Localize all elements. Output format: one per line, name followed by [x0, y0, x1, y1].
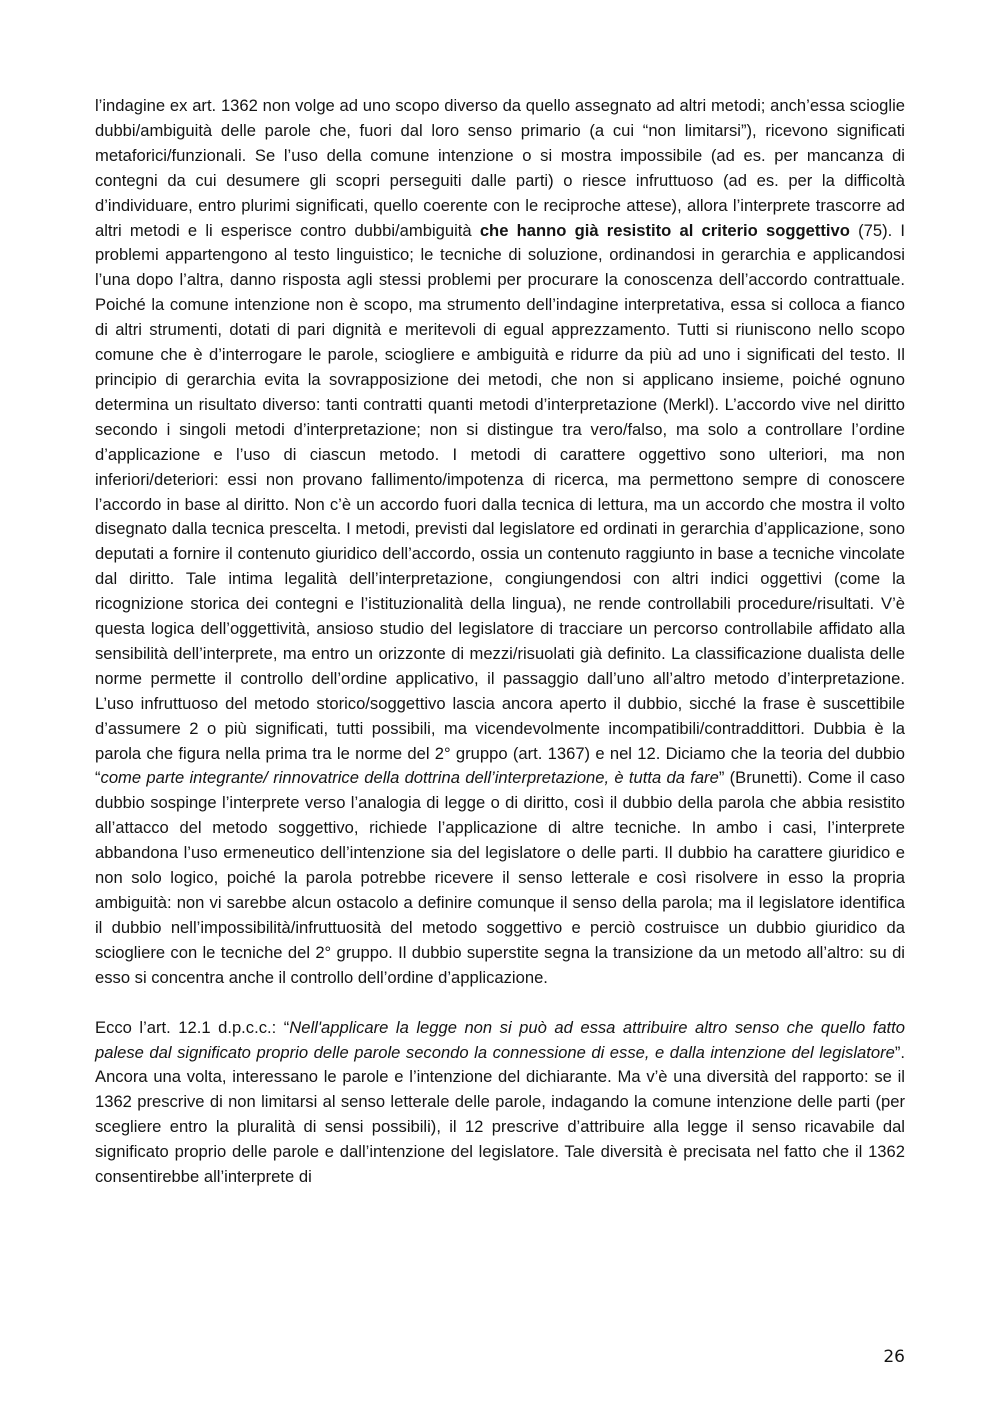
paragraph-1-bold-1: che hanno già resistito al criterio soggettivo	[479, 220, 850, 240]
document-body	[95, 94, 905, 1190]
paragraph-2-text-2: ”. Ancora una volta, interessano le parole e l’intenzione del dichiarante. Ma v’è una diversità del rapporto: se il 1362 prescrive di non limitarsi al senso letterale delle parole, indagando la comune intenzione delle parti (per scegliere entro la pluralità di sensi possibili), il 12 prescrive d’attribuire alla legge il senso ricavabile dal significato proprio delle parole e dall’intenzione del legislatore. Tale diversità è precisata nel fatto che il 1362 consentirebbe all’interprete di	[95, 1042, 905, 1187]
paragraph-2	[95, 1016, 905, 1190]
paragraph-2-italic-1: Nell'applicare la legge non si può ad essa attribuire altro senso che quello fatto palese dal significato proprio delle parole secondo la connessione di esse, e dalla intenzione del legislatore	[95, 1017, 905, 1062]
paragraph-1-italic-1: come parte integrante/ rinnovatrice della dottrina dell’interpretazione, è tutta da fare	[100, 768, 719, 788]
paragraph-1-text-1: l’indagine ex art. 1362 non volge ad uno scopo diverso da quello assegnato ad altri metodi; anch’essa scioglie dubbi/ambiguità delle parole che, fuori dal loro senso primario (a cui “non limitarsi”), ricevono significati metaforici/funzionali. Se l’uso della comune intenzione o si mostra impossibile (ad es. per mancanza di contegni da cui desumere gli scopri perseguiti dalle parti) o riesce infruttuoso (ad es. per la difficoltà d’individuare, entro plurimi significati, quello coerente con le reciproche attese), allora l’interprete trascorre ad altri metodi e li esperisce contro dubbi/ambiguità	[95, 96, 905, 240]
paragraph-1-text-3: ” (Brunetti). Come il caso dubbio sospinge l’interprete verso l’analogia di legge o di diritto, così il dubbio della parola che abbia resistito all’attacco del metodo soggettivo, richiede l’applicazione di altre tecniche. In ambo i casi, l’interprete abbandona l’uso ermeneutico dell’intenzione sia del legislatore o delle parti. Il dubbio ha carattere giuridico e non solo logico, poiché la parola potrebbe ricevere il senso letterale e così risolvere in esso la propria ambiguità: non vi sarebbe alcun ostacolo a definire comunque il senso della parola; ma il legislatore identifica il dubbio nell’impossibilità/infruttuosità del metodo soggettivo e perciò costruisce un dubbio giuridico da sciogliere con le tecniche del 2° gruppo. Il dubbio superstite segna la transizione da un metodo all’altro: su di esso si concentra anche il controllo dell’ordine d’applicazione.	[95, 768, 905, 987]
page-number: 26	[883, 1347, 905, 1367]
paragraph-1	[95, 94, 905, 991]
paragraph-2-text-1: Ecco l’art. 12.1 d.p.c.c.: “	[95, 1017, 290, 1037]
paragraph-1-text-2: (75). I problemi appartengono al testo linguistico; le tecniche di soluzione, ordinandosi in gerarchia e applicandosi l’una dopo l’altra, danno risposta agli stessi problemi per procurare la conoscenza dell’accordo contrattuale. Poiché la comune intenzione non è scopo, ma strumento dell’indagine interpretativa, essa si colloca a fianco di altri strumenti, dotati di pari dignità e meritevoli di egual apprezzamento. Tutti si riuniscono nello scopo comune che è d’interrogare le parole, sciogliere e ambiguità e ridurre da più ad uno i significati del testo. Il principio di gerarchia evita la sovrapposizione dei metodi, che non si applicano insieme, poiché ognuno determina un risultato diverso: tanti contratti quanti metodi d’interpretazione (Merkl). L’accordo vive nel diritto secondo i singoli metodi d’interpretazione; non si distingue tra vero/falso, ma solo a controllare l’ordine d’applicazione e l’uso di ciascun metodo. I metodi di carattere oggettivo sono ulteriori, ma non inferiori/deteriori: essi non provano fallimento/impotenza di ricerca, ma permettono sempre di conoscere l’accordo in base al diritto. Non c’è un accordo fuori dalla tecnica di lettura, ma un accordo che mostra il volto disegnato dalla tecnica prescelta. I metodi, previsti dal legislatore ed ordinati in gerarchia d’applicazione, sono deputati a fornire il contenuto giuridico dell’accordo, ossia un contenuto raggiunto in base a tecniche vincolate dal diritto. Tale intima legalità dell’interpretazione, congiungendosi con altri indici oggettivi (come la ricognizione storica dei contegni e l’istituzionalità della lingua), ne rende controllabili procedure/risultati. V’è questa logica dell’oggettività, ansioso studio del legislatore di tracciare un percorso controllabile affidato alla sensibilità dell’interprete, ma entro un orizzonte di mezzi/risuolati già definito. La classificazione dualista delle norme permette il controllo dell’ordine applicativo, il passaggio dall’uno all’altro metodo d’interpretazione. L’uso infruttuoso del metodo storico/soggettivo lascia ancora aperto il dubbio, sicché la frase è suscettibile d’assumere 2 o più significati, tutti possibili, ma vicendevolmente incompatibili/contraddittori. Dubbia è la parola che figura nella prima tra le norme del 2° gruppo (art. 1367) e nel 12. Diciamo che la teoria del dubbio “	[95, 220, 906, 788]
